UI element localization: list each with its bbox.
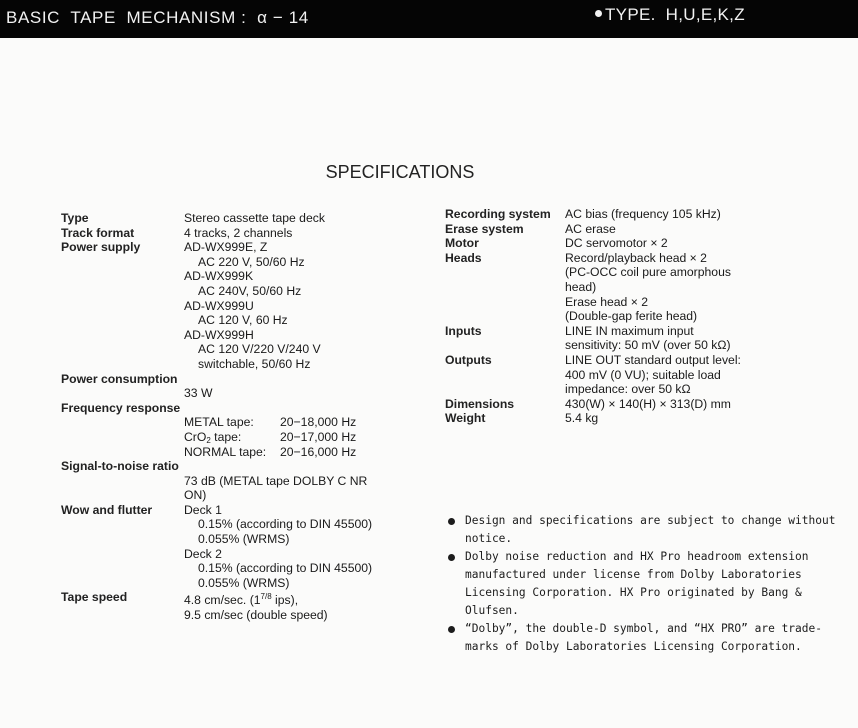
spec-power-supply bbox=[61, 240, 401, 371]
tape-type: METAL tape: bbox=[184, 415, 254, 430]
freq-range: 20−18,000 Hz bbox=[280, 415, 357, 430]
notes-list bbox=[446, 512, 851, 656]
spec-value: 400 mV (0 VU); suitable load bbox=[565, 367, 721, 382]
tape-type-prefix: CrO bbox=[184, 429, 207, 444]
spec-label: Track format bbox=[61, 225, 135, 240]
spec-label: Signal-to-noise ratio bbox=[61, 459, 179, 474]
spec-weight bbox=[445, 411, 805, 426]
spec-value: Stereo cassette tape deck bbox=[184, 211, 325, 225]
note-line: “Dolby”, the double-D symbol, and “HX PRO” are trade- bbox=[465, 622, 822, 635]
model-name: AD-WX999K bbox=[184, 269, 254, 284]
spec-value: DC servomotor × 2 bbox=[565, 236, 668, 251]
note-line: notice. bbox=[465, 532, 513, 545]
deck-name: Deck 2 bbox=[184, 546, 222, 561]
spec-label: Weight bbox=[445, 411, 486, 426]
spec-value: Erase head × 2 bbox=[565, 294, 649, 309]
spec-label: Type bbox=[61, 211, 89, 225]
header-bar bbox=[0, 0, 858, 38]
speed-prefix: 4.8 cm/sec. (1 bbox=[184, 593, 261, 608]
bullet-icon bbox=[448, 554, 455, 561]
spec-value: 9.5 cm/sec (double speed) bbox=[184, 608, 328, 623]
spec-value: ON) bbox=[184, 488, 207, 503]
freq-range: 20−16,000 Hz bbox=[280, 444, 357, 459]
spec-label: Power consumption bbox=[61, 371, 178, 386]
speed-fraction: 7/8 bbox=[260, 592, 272, 602]
spec-value: 33 W bbox=[184, 386, 213, 401]
note-item bbox=[446, 548, 851, 620]
spec-value: LINE OUT standard output level: bbox=[565, 352, 741, 367]
freq-range: 20−17,000 Hz bbox=[280, 429, 357, 444]
spec-label: Recording system bbox=[445, 207, 551, 221]
deck-value: 0.15% (according to DIN 45500) bbox=[198, 561, 373, 576]
spec-value: (Double-gap ferite head) bbox=[565, 309, 698, 324]
spec-track-format bbox=[61, 226, 401, 241]
spec-tape-speed bbox=[61, 590, 401, 622]
deck-value: 0.055% (WRMS) bbox=[198, 575, 290, 590]
model-spec: AC 120 V/220 V/240 V bbox=[198, 342, 321, 357]
bullet-icon bbox=[448, 518, 455, 525]
note-line: manufactured under license from Dolby Laboratories bbox=[465, 568, 802, 581]
freq-row bbox=[184, 415, 401, 430]
spec-label: Frequency response bbox=[61, 400, 181, 415]
spec-value: sensitivity: 50 mV (over 50 kΩ) bbox=[565, 338, 731, 353]
spec-wow-flutter bbox=[61, 503, 401, 591]
spec-label: Motor bbox=[445, 236, 479, 251]
spec-label: Dimensions bbox=[445, 396, 515, 411]
bullet-icon bbox=[448, 626, 455, 633]
spec-value: 73 dB (METAL tape DOLBY C NR bbox=[184, 473, 368, 488]
spec-value: AC erase bbox=[565, 221, 616, 236]
spec-label: Erase system bbox=[445, 221, 524, 236]
spec-value bbox=[184, 590, 401, 608]
spec-value: head) bbox=[565, 279, 597, 294]
spec-value: 5.4 kg bbox=[565, 411, 599, 426]
model-spec: AC 240V, 50/60 Hz bbox=[198, 283, 302, 298]
spec-recording-system bbox=[445, 207, 805, 222]
spec-label: Heads bbox=[445, 250, 482, 265]
model-name: AD-WX999U bbox=[184, 298, 254, 313]
note-item bbox=[446, 620, 851, 656]
spec-value: impedance: over 50 kΩ bbox=[565, 382, 691, 397]
spec-value: Record/playback head × 2 bbox=[565, 250, 707, 265]
spec-value: 4 tracks, 2 channels bbox=[184, 225, 293, 240]
spec-label: Power supply bbox=[61, 240, 141, 255]
spec-frequency-response bbox=[61, 401, 401, 459]
spec-label: Outputs bbox=[445, 352, 492, 367]
spec-value: AC bias (frequency 105 kHz) bbox=[565, 207, 721, 221]
model-spec: switchable, 50/60 Hz bbox=[198, 356, 311, 371]
model-name: AD-WX999E, Z bbox=[184, 240, 268, 255]
deck-name: Deck 1 bbox=[184, 502, 222, 517]
page-title: SPECIFICATIONS bbox=[325, 162, 475, 182]
deck-value: 0.055% (WRMS) bbox=[198, 532, 290, 547]
tape-type-subscript: 2 bbox=[206, 435, 211, 445]
tape-type bbox=[184, 430, 280, 445]
spec-value: 430(W) × 140(H) × 313(D) mm bbox=[565, 396, 731, 411]
note-line: Olufsen. bbox=[465, 604, 519, 617]
spec-heads bbox=[445, 251, 805, 324]
model-name: AD-WX999H bbox=[184, 327, 254, 342]
tape-type-suffix: tape: bbox=[210, 429, 242, 444]
freq-row bbox=[184, 445, 401, 460]
right-specs bbox=[445, 207, 805, 426]
spec-outputs bbox=[445, 353, 805, 397]
spec-erase-system bbox=[445, 222, 805, 237]
spec-snr bbox=[61, 459, 401, 503]
spec-value: (PC-OCC coil pure amorphous bbox=[565, 265, 731, 280]
type-text: TYPE. H,U,E,K,Z bbox=[605, 5, 745, 24]
mechanism-title: BASIC TAPE MECHANISM : α − 14 bbox=[6, 8, 309, 27]
note-line: Licensing Corporation. HX Pro originated by Bang & bbox=[465, 586, 802, 599]
spec-dimensions bbox=[445, 397, 805, 412]
spec-power-consumption bbox=[61, 372, 401, 401]
spec-motor bbox=[445, 236, 805, 251]
note-line: marks of Dolby Laboratories Licensing Corporation. bbox=[465, 640, 802, 653]
model-spec: AC 120 V, 60 Hz bbox=[198, 313, 288, 328]
tape-type: NORMAL tape: bbox=[184, 444, 267, 459]
speed-suffix: ips), bbox=[271, 593, 299, 608]
note-line: Dolby noise reduction and HX Pro headroom extension bbox=[465, 550, 809, 563]
spec-label: Inputs bbox=[445, 323, 482, 338]
freq-row bbox=[184, 430, 401, 445]
model-spec: AC 220 V, 50/60 Hz bbox=[198, 254, 305, 269]
spec-inputs bbox=[445, 324, 805, 353]
note-item bbox=[446, 512, 851, 548]
bullet-icon bbox=[595, 10, 602, 17]
type-label bbox=[595, 5, 745, 25]
spec-label: Wow and flutter bbox=[61, 502, 153, 517]
note-line: Design and specifications are subject to change without bbox=[465, 514, 836, 527]
spec-value: LINE IN maximum input bbox=[565, 323, 694, 338]
spec-type bbox=[61, 211, 401, 226]
deck-value: 0.15% (according to DIN 45500) bbox=[198, 517, 373, 532]
left-specs bbox=[61, 211, 401, 623]
spec-label: Tape speed bbox=[61, 590, 128, 605]
